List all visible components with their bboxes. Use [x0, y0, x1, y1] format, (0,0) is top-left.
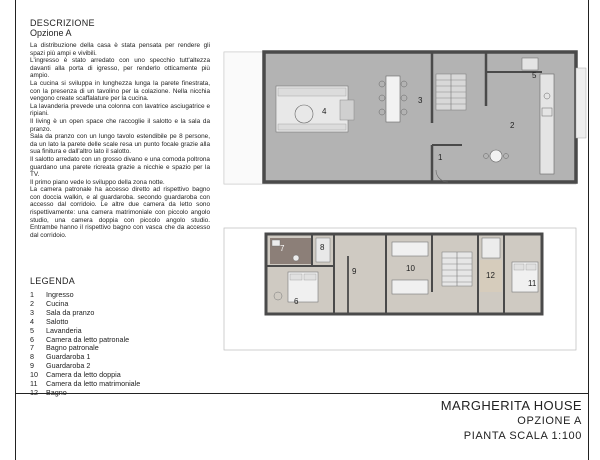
- master-sink-icon: [272, 240, 280, 246]
- legend-label: Ingresso: [46, 290, 74, 299]
- terrace-area: [224, 52, 264, 184]
- legend-number: 8: [30, 352, 34, 362]
- legend-number: 12: [30, 387, 38, 397]
- legend-item: [30, 389, 140, 398]
- room-label-salotto: 4: [322, 107, 327, 116]
- armchair: [340, 100, 354, 120]
- staircase: [436, 74, 466, 110]
- legend-number: 7: [30, 343, 34, 353]
- legend-list: [30, 291, 140, 398]
- legend-number: 2: [30, 298, 34, 308]
- kitchen-counter: [540, 74, 554, 174]
- room-label-guardaroba-2: 9: [352, 267, 357, 276]
- room-label-bagno: 12: [486, 271, 495, 280]
- deck-area: [576, 68, 586, 138]
- legend-label: Camera da letto doppia: [46, 370, 121, 380]
- bathtub-icon: [482, 238, 500, 258]
- description-subtitle: Opzione A: [30, 28, 72, 38]
- legend-number: 3: [30, 307, 34, 317]
- legend-label: Camera da letto matrimoniale: [46, 379, 141, 389]
- legend-number: 11: [30, 379, 38, 389]
- master-toilet-icon: [293, 255, 299, 261]
- sofa: [276, 86, 348, 132]
- legend-label: Camera da letto patronale: [46, 334, 130, 344]
- legend-label: Guardaroba 2: [46, 361, 91, 371]
- room-label-camera-doppia: 10: [406, 264, 415, 273]
- legend-label: Sala da pranzo: [46, 307, 95, 317]
- legend-number: 6: [30, 334, 34, 344]
- legend-number: 4: [30, 316, 34, 326]
- frame-vertical-right: [588, 0, 589, 460]
- legend-label: Lavanderia: [46, 325, 82, 335]
- laundry-column: [522, 58, 538, 70]
- legend-number: 10: [30, 370, 38, 380]
- description-body: La distribuzione della casa è stata pensata per rendere gli spazi più ampi e vivibili. L'ingresso è stato arredato con uno specchio tutt'altezza davanti alla porta di igresso, per renderlo otticamente più ampio. La cucina si sviluppa in lunghezza lunga la parete finestrata, con la presenza di un tavolino per la colazione. Nella nicchia vengono create scaffalature per la cucina. La lavanderia prevede una colonna con lavatrice asciugatrice e ripiani. Il living è un open space che raccoglie il salotto e la sala da pranzo. Sala da pranzo con un lungo tavolo estendibile pe 8 persone, da un lato la parete delle scale resa un punto focale grazie alla sua finitura e dall'altro lato il salotto. Il salotto arredato con un grosso divano e una comoda poltrona guardano una parete ricreata grazie a nicchie e spazio per la TV. Il primo piano vede lo sviluppo della zona notte. La camera patronale ha accesso diretto ad rispettivo bagno con doccia walkin, e al guardaroba. secondo guardaroba con accesso dal corridoio. Le altre due camera da letto sono rispettivamente: una camera matrimoniale con piccolo angolo studio, una camera doppia con piccolo angolo studio. Entrambe hanno il rispettivo bagno con vasca che da accesso dal corridoio.: [30, 42, 210, 239]
- legend-label: Cucina: [46, 298, 69, 308]
- legend-label: Guardaroba 1: [46, 352, 91, 362]
- legend-number: 1: [30, 290, 34, 299]
- legend-label: Bagno: [46, 387, 67, 397]
- project-scale: PIANTA SCALA 1:100: [463, 430, 582, 442]
- room-label-lavanderia: 5: [532, 71, 537, 80]
- room-label-ingresso: 1: [438, 153, 443, 162]
- project-option: OPZIONE A: [517, 415, 582, 427]
- upper-staircase: [442, 252, 472, 286]
- room-label-camera-patronale: 6: [294, 297, 299, 306]
- legend-label: Salotto: [46, 316, 69, 326]
- room-label-camera-matrimoniale: 11: [528, 279, 537, 288]
- ground-floor-plan: [222, 48, 588, 188]
- description-title: DESCRIZIONE: [30, 18, 95, 28]
- legend-number: 9: [30, 361, 34, 371]
- frame-vertical-left: [15, 0, 16, 460]
- project-title: MARGHERITA HOUSE: [440, 398, 582, 413]
- room-label-bagno-patronale: 7: [280, 244, 285, 253]
- room-label-guardaroba-1: 8: [320, 243, 325, 252]
- room-label-sala-da-pranzo: 3: [418, 96, 423, 105]
- legend-label: Bagno patronale: [46, 343, 99, 353]
- master-bed: [288, 272, 318, 302]
- room-label-cucina: 2: [510, 121, 515, 130]
- upper-floor-plan: [222, 226, 588, 354]
- legend-number: 5: [30, 325, 34, 335]
- legend-title: LEGENDA: [30, 276, 76, 286]
